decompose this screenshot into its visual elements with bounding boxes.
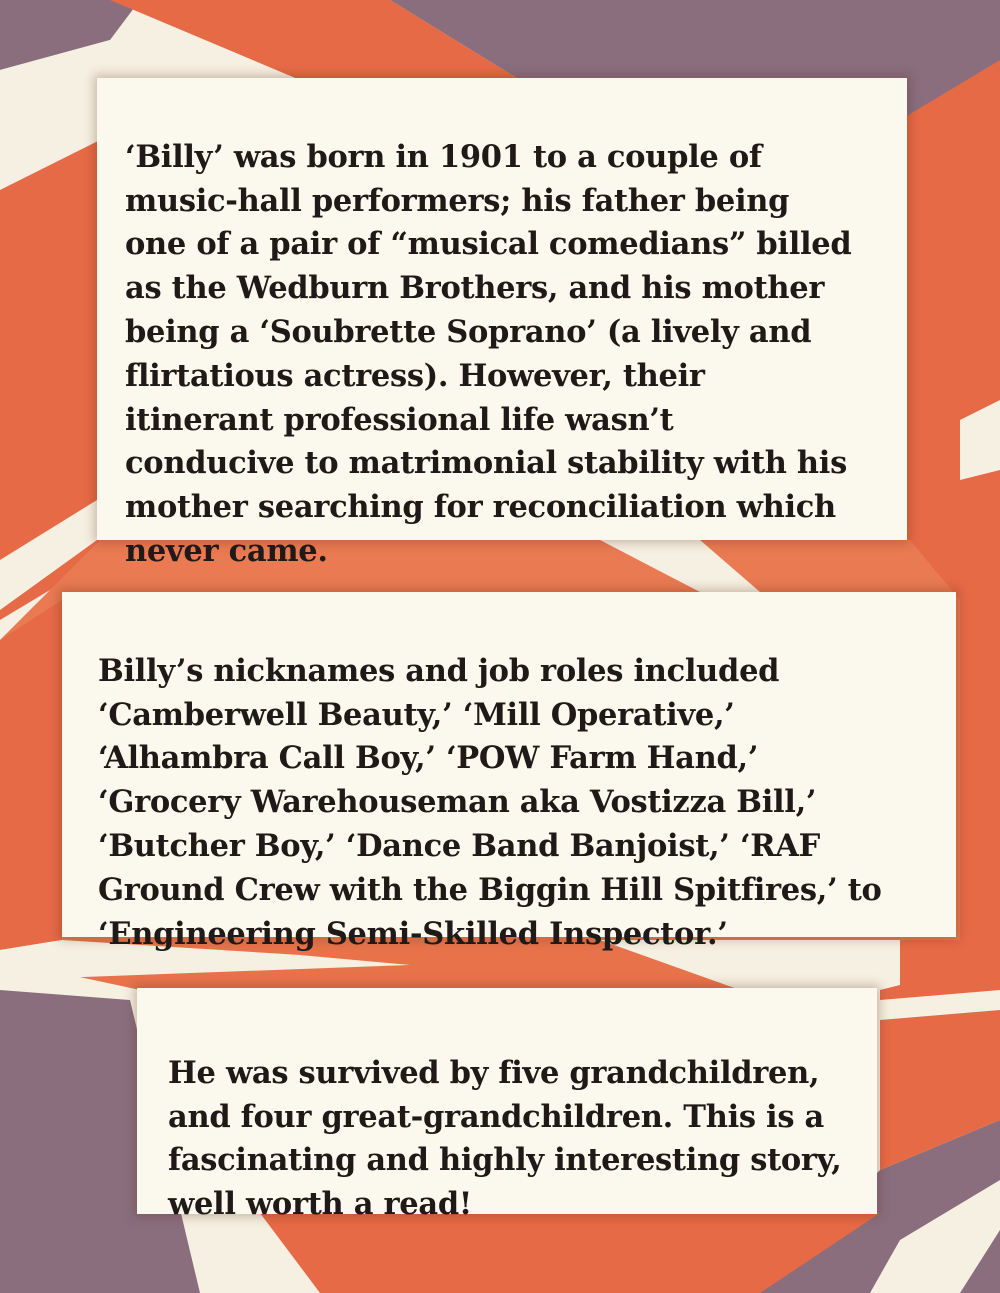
paragraph-survivors: He was survived by five grandchildren, and four great-grandchildren. This is a fascinating and highly interesting story, well worth a read!	[168, 1054, 842, 1223]
orange-stripe-left-middle	[0, 600, 62, 950]
paragraph-nicknames: Billy’s nicknames and job roles included ‘Camberwell Beauty,’ ‘Mill Operative,’ ‘Alhambra Call Boy,’ ‘POW Farm Hand,’ ‘Grocery Warehouseman aka Vostizza Bill,’ ‘Butcher Boy,’ ‘Dance Band Banjoist,’ ‘RAF Ground Crew with the Biggin Hill Spitfires,’ to ‘Engineering Semi-Skilled Inspector.’	[98, 652, 882, 952]
card-nicknames	[62, 592, 956, 952]
card-survivors	[137, 988, 877, 1223]
card-birth-story	[97, 78, 907, 569]
paragraph-birth-story: ‘Billy’ was born in 1901 to a couple of music-hall performers; his father being one of a pair of “musical comedians” billed as the Wedburn Brothers, and his mother being a ‘Soubrette Soprano’ (a lively and flirtatious actress). However, their itinerant professional life wasn’t conducive to matrimonial stability with his mother searching for reconciliation which never came.	[125, 138, 852, 569]
